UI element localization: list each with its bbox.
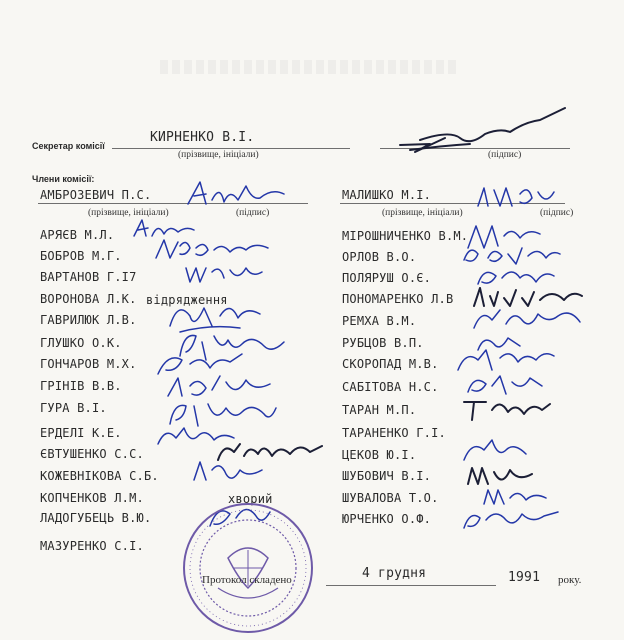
members-caption-sig-left: (підпис) bbox=[236, 208, 270, 218]
member-left-9: ГРІНІВ В.В. bbox=[40, 379, 122, 393]
member-left-14: КОПЧЕНКОВ Л.М. bbox=[40, 491, 144, 505]
signature-yurchenko bbox=[456, 502, 566, 536]
member-right-1: МАЛИШКО М.І. bbox=[342, 188, 432, 202]
signature-kozhevnikova bbox=[186, 456, 276, 490]
signature-malyshko bbox=[470, 180, 560, 214]
signature-vartanov bbox=[180, 260, 270, 290]
secretary-name-line bbox=[112, 148, 350, 149]
footer-suffix: року. bbox=[558, 574, 582, 586]
footer-label: Протокол складено bbox=[202, 574, 292, 586]
member-left-1: АМБРОЗЕВИЧ П.С. bbox=[40, 188, 152, 202]
member-left-16: МАЗУРЕНКО С.І. bbox=[40, 539, 144, 553]
footer-date-line bbox=[326, 585, 496, 586]
member-left-8: ГОНЧАРОВ М.Х. bbox=[40, 357, 137, 371]
footer-date: 4 грудня bbox=[362, 566, 427, 581]
members-caption-name-left: (прізвище, ініціали) bbox=[88, 208, 169, 218]
faded-bleedthrough-text bbox=[160, 60, 460, 74]
member-left-7: ГЛУШКО О.К. bbox=[40, 336, 122, 350]
secretary-label: Секретар комісії bbox=[32, 141, 105, 151]
member-left-3: БОБРОВ М.Г. bbox=[40, 249, 122, 263]
member-left-5: ВОРОНОВА Л.К. bbox=[40, 292, 137, 306]
member-left-13: КОЖЕВНІКОВА С.Б. bbox=[40, 469, 159, 483]
member-right-13: ШУБОВИЧ В.І. bbox=[342, 469, 432, 483]
secretary-caption-name: (прізвище, ініціали) bbox=[178, 150, 259, 160]
member-right-15: ЮРЧЕНКО О.Ф. bbox=[342, 512, 432, 526]
member-right-8: СКОРОПАД М.В. bbox=[342, 357, 439, 371]
member-right-3: ОРЛОВ В.О. bbox=[342, 250, 417, 264]
member-right-5: ПОНОМАРЕНКО Л.В bbox=[342, 292, 454, 306]
member-left-10: ГУРА В.І. bbox=[40, 401, 107, 415]
member-right-6: РЕМХА В.М. bbox=[342, 314, 417, 328]
member-right-14: ШУВАЛОВА Т.О. bbox=[342, 491, 439, 505]
member-right-4: ПОЛЯРУШ О.Є. bbox=[342, 271, 432, 285]
secretary-name: КИРНЕНКО В.І. bbox=[150, 130, 255, 145]
members-caption-sig-right: (підпис) bbox=[540, 208, 574, 218]
member-left-2: АРЯЄВ М.Л. bbox=[40, 228, 115, 242]
member-right-10: ТАРАН М.П. bbox=[342, 403, 417, 417]
member-left-6: ГАВРИЛЮК Л.В. bbox=[40, 313, 137, 327]
secretary-caption-sig: (підпис) bbox=[488, 150, 522, 160]
member-left-15: ЛАДОГУБЕЦЬ В.Ю. bbox=[40, 511, 152, 525]
member-right-7: РУБЦОВ В.П. bbox=[342, 336, 424, 350]
footer-year: 1991 bbox=[508, 570, 541, 585]
note-kopchenkov: хворий bbox=[228, 492, 273, 506]
member-left-4: ВАРТАНОВ Г.І7 bbox=[40, 270, 137, 284]
member-right-12: ЦЕКОВ Ю.І. bbox=[342, 448, 417, 462]
members-label: Члени комісії: bbox=[32, 174, 95, 184]
signature-ambrozevych bbox=[180, 176, 300, 216]
member-left-12: ЄВТУШЕНКО С.С. bbox=[40, 447, 144, 461]
signature-taran bbox=[456, 392, 556, 426]
note-voronova: відрядження bbox=[146, 293, 228, 307]
member-right-11: ТАРАНЕНКО Г.І. bbox=[342, 426, 446, 440]
official-seal-stamp bbox=[178, 498, 318, 638]
member-right-2: МІРОШНИЧЕНКО В.М. bbox=[342, 229, 469, 243]
member-right-9: САБІТОВА Н.С. bbox=[342, 380, 439, 394]
member-left-11: ЕРДЕЛІ К.Е. bbox=[40, 426, 122, 440]
members-caption-name-right: (прізвище, ініціали) bbox=[382, 208, 463, 218]
secretary-signature bbox=[390, 100, 580, 160]
